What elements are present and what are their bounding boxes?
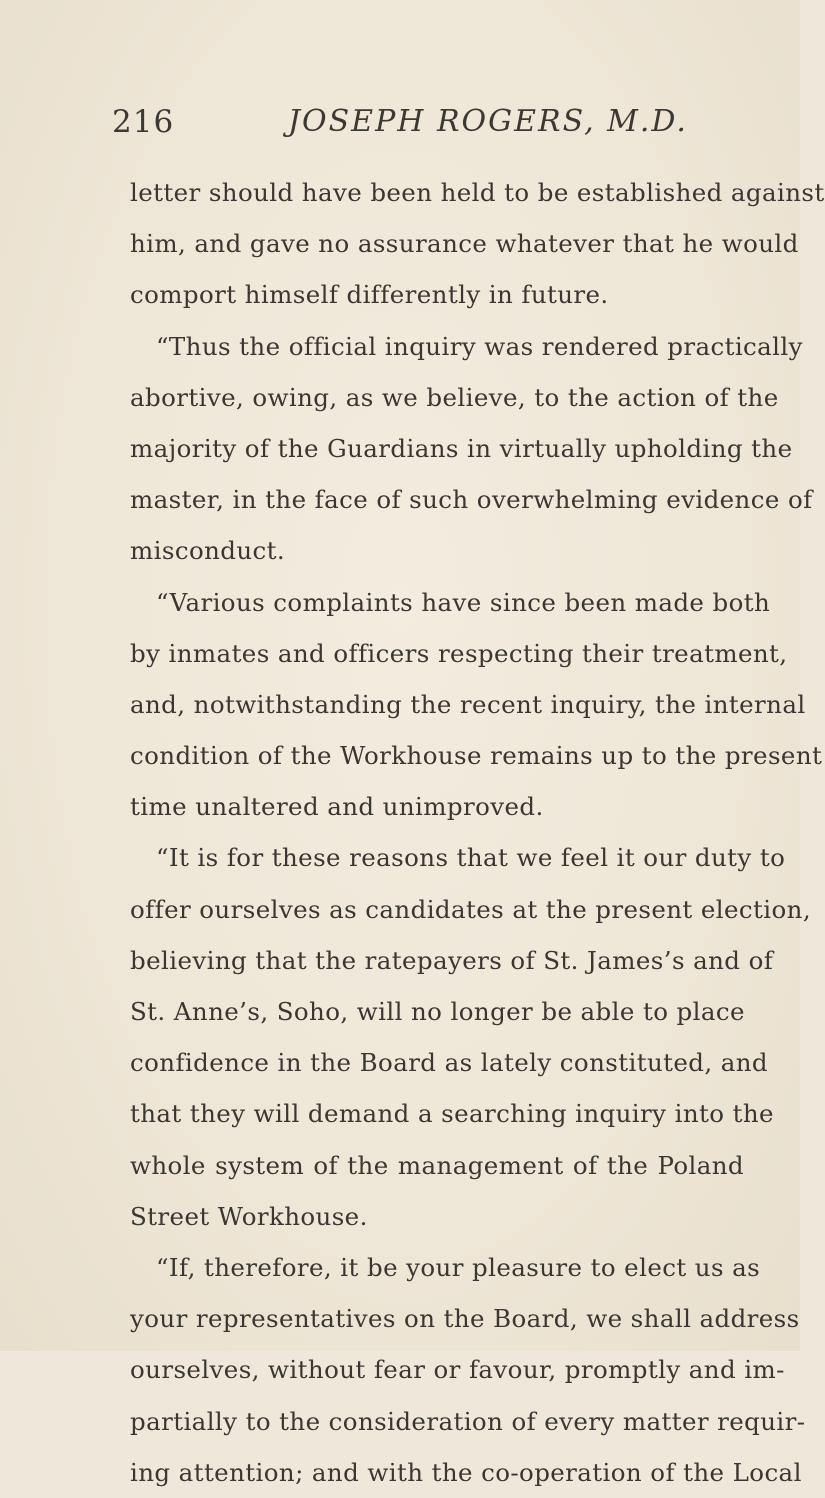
text-line: by inmates and officers respecting their treatment, bbox=[130, 638, 788, 668]
text-line: and, notwithstanding the recent inquiry, the internal bbox=[130, 689, 806, 719]
text-line: time unaltered and unimproved. bbox=[130, 792, 544, 822]
text-line: ourselves, without fear or favour, promptly and im- bbox=[130, 1355, 785, 1385]
running-head-title: JOSEPH ROGERS, M.D. bbox=[288, 104, 688, 139]
text-line: offer ourselves as candidates at the present election, bbox=[130, 894, 812, 924]
text-line: comport himself differently in future. bbox=[130, 280, 609, 310]
text-line: abortive, owing, as we believe, to the action of the bbox=[130, 382, 779, 412]
running-head bbox=[112, 104, 772, 154]
text-line: believing that the ratepayers of St. James’s and of bbox=[130, 945, 774, 975]
text-line: “Various complaints have since been made both bbox=[156, 587, 771, 617]
text-line: your representatives on the Board, we shall address bbox=[130, 1304, 800, 1334]
page-number: 216 bbox=[112, 104, 175, 140]
text-line: misconduct. bbox=[130, 536, 286, 566]
text-line: majority of the Guardians in virtually upholding the bbox=[130, 433, 793, 463]
text-line: Street Workhouse. bbox=[130, 1201, 368, 1231]
text-line: condition of the Workhouse remains up to the present bbox=[130, 741, 823, 771]
text-line: confidence in the Board as lately constituted, and bbox=[130, 1048, 769, 1078]
text-line: that they will demand a searching inquiry into the bbox=[130, 1099, 774, 1129]
text-line: master, in the face of such overwhelming evidence of bbox=[130, 485, 813, 515]
text-line: “It is for these reasons that we feel it our duty to bbox=[156, 843, 786, 873]
body-text bbox=[130, 167, 825, 1498]
text-line: whole system of the management of the Poland bbox=[130, 1150, 744, 1180]
text-line: ing attention; and with the co-operation of the Local bbox=[130, 1457, 802, 1487]
text-line: St. Anne’s, Soho, will no longer be able to place bbox=[130, 997, 745, 1026]
text-line: “Thus the official inquiry was rendered practically bbox=[156, 331, 803, 361]
text-line: “If, therefore, it be your pleasure to elect us as bbox=[156, 1252, 761, 1282]
text-line: him, and gave no assurance whatever that he would bbox=[130, 229, 799, 259]
text-line: letter should have been held to be established against bbox=[130, 178, 825, 207]
text-line: partially to the consideration of every matter requir- bbox=[130, 1406, 806, 1436]
